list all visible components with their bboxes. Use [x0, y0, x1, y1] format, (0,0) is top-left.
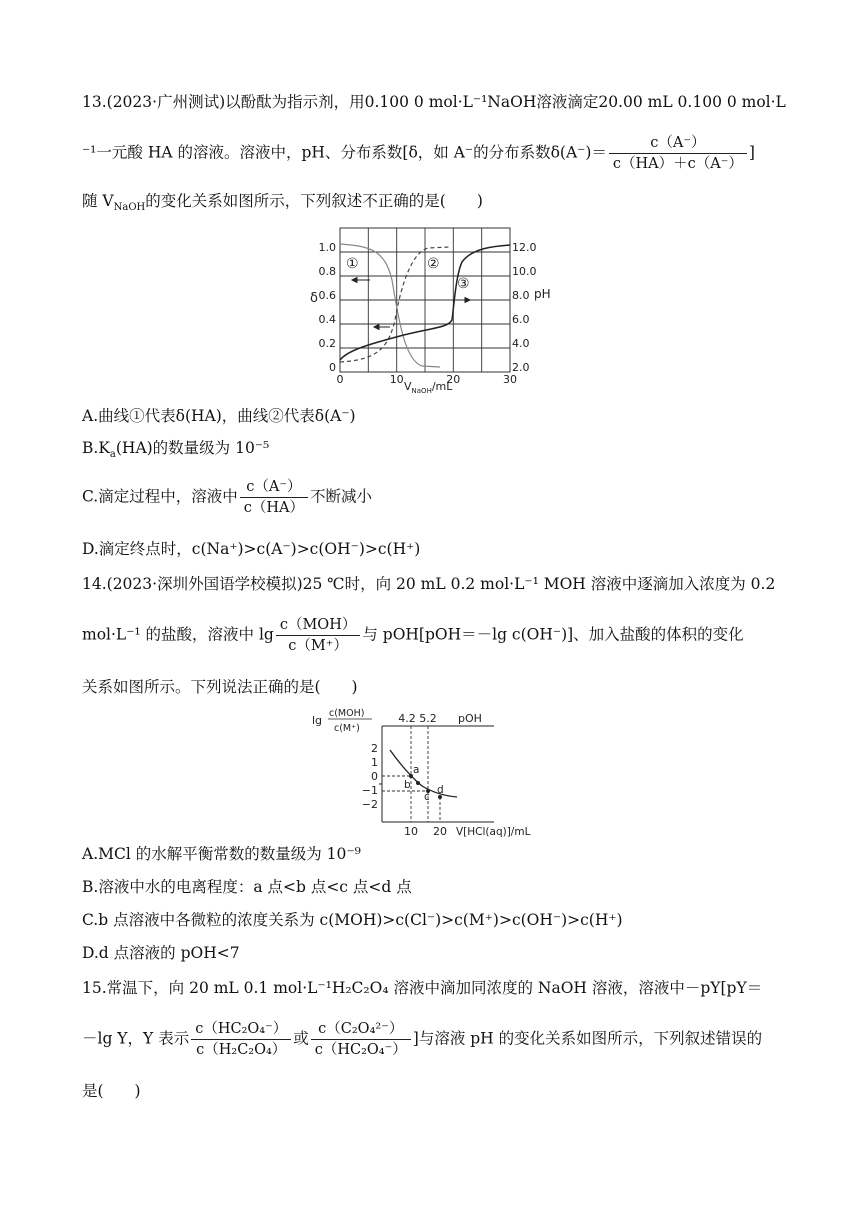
right-tick: 8.0	[512, 289, 530, 302]
top-tick: 4.2	[398, 712, 416, 725]
point-label: d	[437, 784, 444, 796]
q13-optc-post: 不断减小	[310, 487, 373, 506]
q13-optb-text: B.K	[82, 439, 110, 457]
q15-stem-line2	[82, 1020, 762, 1059]
q13-stem-line3	[82, 190, 483, 219]
x-ticks	[404, 825, 447, 838]
left-tick: 0.8	[318, 265, 336, 278]
q14-option-c: C.b 点溶液中各微粒的浓度关系为 c(MOH)>c(Cl⁻)>c(M⁺)>c(OH⁻)>c(H⁺)	[82, 911, 623, 929]
fraction-numerator: c（A⁻）	[609, 134, 747, 154]
fraction-denominator: c（HC₂O₄⁻）	[314, 1042, 407, 1058]
left-tick: 0.2	[318, 337, 336, 350]
q15-line2-text: －lg Y，Y 表示	[82, 1029, 190, 1048]
left-tick: 0.6	[318, 289, 336, 302]
q13-optb-sub: a	[109, 449, 116, 461]
q15-fraction-1	[191, 1020, 291, 1059]
left-tick: 1.0	[318, 241, 336, 254]
q14-pOH-chart	[310, 704, 560, 838]
q15-line2-post: ]与溶液 pH 的变化关系如图所示，下列叙述错误的	[412, 1029, 763, 1048]
q13-stem-line2	[82, 134, 755, 173]
arrows	[352, 278, 470, 330]
left-axis-ticks	[319, 241, 337, 374]
y-tick: −1	[361, 784, 378, 797]
q13-distribution-fraction	[609, 134, 747, 173]
q14-option-a: A.MCl 的水解平衡常数的数量级为 10⁻⁹	[82, 845, 361, 863]
q14-stem-line1: 14.(2023·深圳外国语学校模拟)25 ℃时，向 20 mL 0.2 mol·L⁻¹ MOH 溶液中逐滴加入浓度为 0.2	[82, 575, 776, 593]
q13-line2-text: ⁻¹一元酸 HA 的溶液。溶液中，pH、分布系数[δ，如 A⁻的分布系数δ(A⁻)＝	[82, 143, 607, 162]
q14-option-d: D.d 点溶液的 pOH<7	[82, 944, 240, 962]
curve-2-label: ②	[427, 256, 440, 272]
q15-stem-line3: 是( )	[82, 1082, 141, 1100]
point-labels	[404, 764, 444, 803]
left-tick: 0	[329, 361, 336, 374]
y-tick: 1	[371, 756, 378, 769]
lg-ratio-curve	[390, 750, 457, 797]
right-axis-label: pH	[534, 287, 551, 301]
point-label: c	[424, 791, 430, 803]
q13-option-b	[82, 437, 269, 466]
fraction-denominator: c（HA）＋c（A⁻）	[612, 156, 743, 172]
fraction-denominator: c（M⁺）	[288, 638, 348, 654]
left-tick: 0.4	[318, 313, 336, 326]
fraction-numerator: c（A⁻）	[240, 478, 308, 498]
point-label: b	[404, 779, 411, 791]
q13-line3-post: 的变化关系如图所示，下列叙述不正确的是( )	[145, 192, 483, 210]
x-tick: 10	[404, 825, 418, 838]
point-b	[416, 781, 420, 785]
right-tick: 10.0	[512, 265, 537, 278]
y-tick: 0	[371, 770, 378, 783]
q13-optb-post: (HA)的数量级为 10⁻⁵	[115, 439, 270, 457]
point-label: a	[413, 764, 420, 776]
y-axis-title	[312, 708, 372, 734]
q13-line3-sub: NaOH	[113, 202, 146, 214]
q13-line2-end: ]	[748, 143, 755, 162]
fraction-numerator: c（MOH）	[276, 616, 361, 636]
q13-optc-fraction	[240, 478, 308, 517]
q14-option-b: B.溶液中水的电离程度：a 点<b 点<c 点<d 点	[82, 878, 412, 896]
fraction-numerator: c（HC₂O₄⁻）	[191, 1020, 291, 1040]
top-axis-label: pOH	[458, 712, 482, 725]
curve-3-label: ③	[457, 276, 470, 292]
y-numerator: c(MOH)	[329, 708, 365, 719]
x-tick: 10	[389, 373, 404, 386]
x-tick: 20	[446, 373, 461, 386]
y-tick: −2	[361, 798, 378, 811]
y-denominator: c(M⁺)	[334, 723, 360, 734]
q13-optc-text: C.滴定过程中，溶液中	[82, 487, 238, 506]
q14-line2-text: mol·L⁻¹ 的盐酸，溶液中 lg	[82, 625, 274, 644]
x-axis-label: $V_{NaOH}/mL$	[404, 380, 453, 395]
q13-stem-line1: 13.(2023·广州测试)以酚酞为指示剂，用0.100 0 mol·L⁻¹NaOH溶液滴定20.00 mL 0.100 0 mol·L	[82, 93, 786, 111]
left-axis-label: δ	[310, 291, 318, 306]
top-ticks	[398, 712, 437, 725]
fraction-numerator: c（C₂O₄²⁻）	[311, 1020, 411, 1040]
q13-option-d: D.滴定终点时，c(Na⁺)>c(A⁻)>c(OH⁻)>c(H⁺)	[82, 540, 421, 558]
x-tick: 20	[433, 825, 447, 838]
right-tick: 2.0	[512, 361, 530, 374]
curve-1-label: ①	[346, 256, 359, 272]
q13-option-c	[82, 478, 372, 517]
x-tick: 0	[336, 373, 344, 386]
right-tick: 4.0	[512, 337, 530, 350]
q14-lg-fraction	[276, 616, 361, 655]
right-tick: 12.0	[512, 241, 537, 254]
q15-stem-line1: 15.常温下，向 20 mL 0.1 mol·L⁻¹H₂C₂O₄ 溶液中滴加同浓度的 NaOH 溶液，溶液中－pY[pY＝	[82, 979, 763, 997]
lg-label: lg	[312, 714, 323, 727]
x-axis-ticks	[337, 373, 518, 386]
q13-line3-text: 随 V	[82, 192, 114, 210]
y-ticks	[362, 742, 378, 811]
q13-option-a: A.曲线①代表δ(HA)，曲线②代表δ(A⁻)	[82, 407, 356, 425]
fraction-denominator: c（H₂C₂O₄）	[196, 1042, 287, 1058]
q15-fraction-2	[311, 1020, 411, 1059]
q14-stem-line2	[82, 616, 744, 655]
fraction-denominator: c（HA）	[243, 500, 304, 516]
q14-line2-post: 与 pOH[pOH＝－lg c(OH⁻)]、加入盐酸的体积的变化	[362, 625, 744, 644]
x-tick: 30	[503, 373, 517, 386]
right-tick: 6.0	[512, 313, 530, 326]
x-axis-label: V[HCl(aq)]/mL	[456, 826, 531, 838]
q14-stem-line3: 关系如图所示。下列说法正确的是( )	[82, 678, 358, 696]
top-tick: 5.2	[419, 712, 437, 725]
q15-or: 或	[293, 1029, 309, 1048]
y-tick: 2	[371, 742, 378, 755]
q13-titration-chart	[300, 220, 562, 396]
right-axis-ticks	[512, 241, 537, 374]
